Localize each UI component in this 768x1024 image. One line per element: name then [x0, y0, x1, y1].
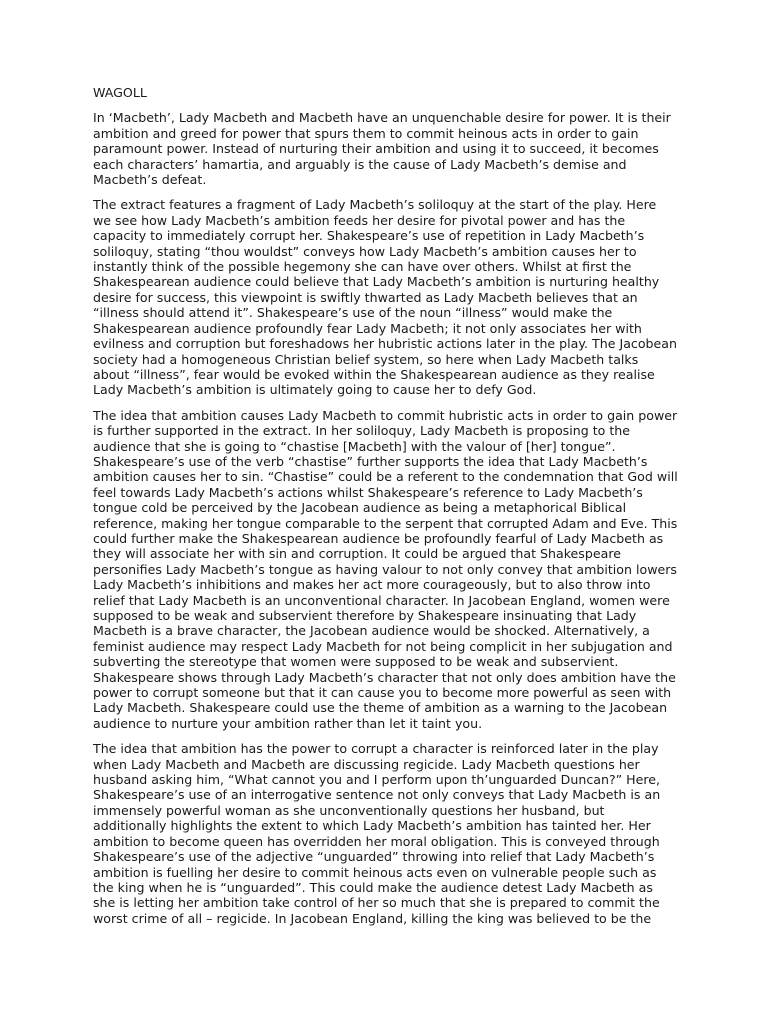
paragraph-chastise-analysis: The idea that ambition causes Lady Macbeth to commit hubristic acts in order to gain power is further supported in the extract. In her soliloquy, Lady Macbeth is proposing to the audience that she is going to “chastise [Macbeth] with the valour of [her] tongue”. Shakespeare’s use of the verb “chastise” further supports the idea that Lady Macbeth’s ambition causes her to sin. “Chastise” could be a referent to the condemnation that God will feel towards Lady Macbeth’s actions whilst Shakespeare’s reference to Lady Macbeth’s tongue cold be perceived by the Jacobean audience as being a metaphorical Biblical reference, making her tongue comparable to the serpent that corrupted Adam and Eve. This could further make the Shakespearean audience be profoundly fearful of Lady Macbeth as they will associate her with sin and corruption. It could be argued that Shakespeare personifies Lady Macbeth’s tongue as having valour to not only convey that ambition lowers Lady Macbeth’s inhibitions and makes her act more courageously, but to also throw into relief that Lady Macbeth is an unconventional character. In Jacobean England, women were supposed to be weak and subservient therefore by Shakespeare insinuating that Lady Macbeth is a brave character, the Jacobean audience would be shocked. Alternatively, a feminist audience may respect Lady Macbeth for not being complicit in her subjugation and subverting the stereotype that women were supposed to be weak and subservient. Shakespeare shows through Lady Macbeth’s character that not only does ambition have the power to corrupt someone but that it can cause you to become more powerful as seen with Lady Macbeth. Shakespeare could use the theme of ambition as a warning to the Jacobean audience to nurture your ambition rather than let it taint you.	[93, 407, 678, 731]
paragraph-soliloquy-analysis: The extract features a fragment of Lady Macbeth’s soliloquy at the start of the play. Here we see how Lady Macbeth’s ambition feeds her desire for pivotal power and has the capacity to immediately corrupt her. Shakespeare’s use of repetition in Lady Macbeth’s soliloquy, stating “thou wouldst” conveys how Lady Macbeth’s ambition causes her to instantly think of the possible hegemony she can have over others. Whilst at first the Shakespearean audience could believe that Lady Macbeth’s ambition is nurturing healthy desire for success, this viewpoint is swiftly thwarted as Lady Macbeth believes that an “illness should attend it”. Shakespeare’s use of the noun “illness” would make the Shakespearean audience profoundly fear Lady Macbeth; it not only associates her with evilness and corruption but foreshadows her hubristic actions later in the play. The Jacobean society had a homogeneous Christian belief system, so here when Lady Macbeth talks about “illness”, fear would be evoked within the Shakespearean audience as they realise Lady Macbeth’s ambition is ultimately going to cause her to defy God.	[93, 197, 677, 398]
document-heading: WAGOLL	[93, 85, 147, 100]
paragraph-introduction: In ‘Macbeth’, Lady Macbeth and Macbeth have an unquenchable desire for power. It is their ambition and greed for power that spurs them to commit heinous acts in order to gain paramount power. Instead of nurturing their ambition and using it to succeed, it becomes each characters’ hamartia, and arguably is the cause of Lady Macbeth’s demise and Macbeth’s defeat.	[93, 110, 671, 188]
document-page	[93, 85, 678, 936]
paragraph-regicide-analysis: The idea that ambition has the power to corrupt a character is reinforced later in the play when Lady Macbeth and Macbeth are discussing regicide. Lady Macbeth questions her husband asking him, “What cannot you and I perform upon th’unguarded Duncan?” Here, Shakespeare’s use of an interrogative sentence not only conveys that Lady Macbeth is an immensely powerful woman as she unconventionally questions her husband, but additionally highlights the extent to which Lady Macbeth’s ambition has tainted her. Her ambition to become queen has overridden her moral obligation. This is conveyed through Shakespeare’s use of the adjective “unguarded” throwing into relief that Lady Macbeth’s ambition is fuelling her desire to commit heinous acts even on vulnerable people such as the king when he is “unguarded”. This could make the audience detest Lady Macbeth as she is letting her ambition take control of her so much that she is prepared to commit the worst crime of all – regicide. In Jacobean England, killing the king was believed to be the	[93, 741, 661, 926]
